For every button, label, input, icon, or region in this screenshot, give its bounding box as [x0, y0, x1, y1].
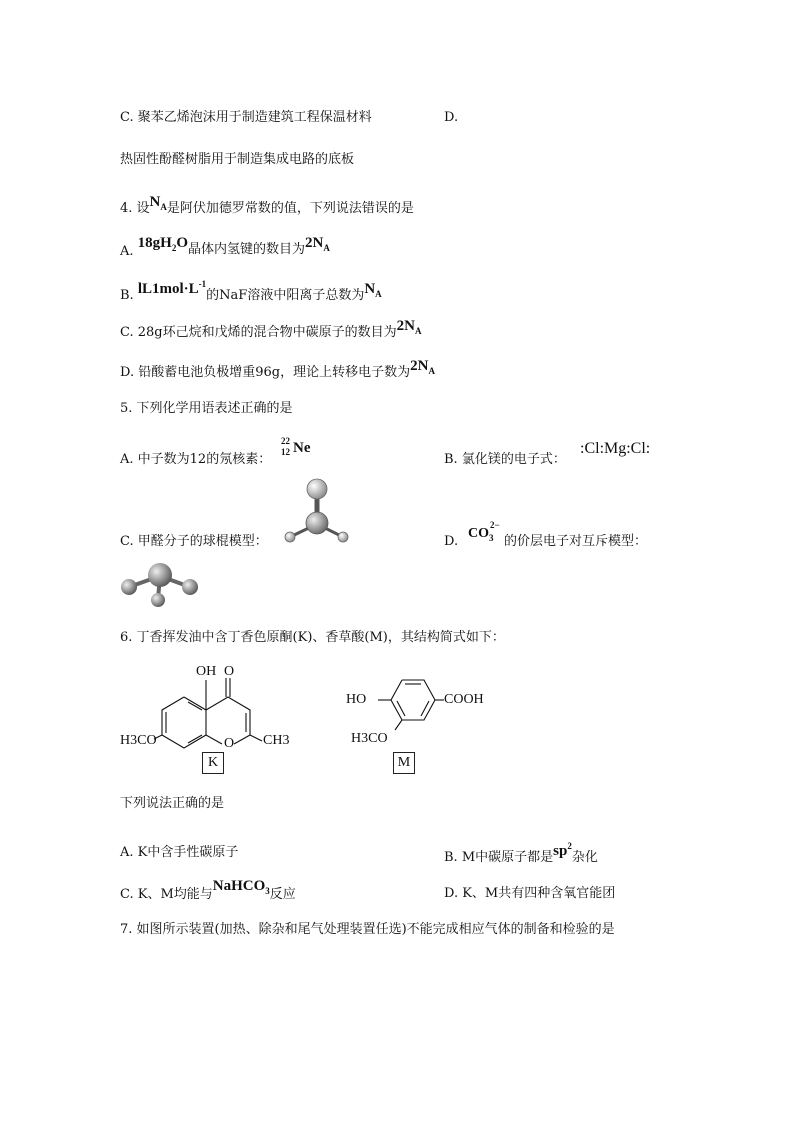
q5-option-d-label: D.	[444, 534, 459, 549]
q4-option-b: B. $lL1mol\cdot L^{-1}$的NaF溶液中阳离子总数为$N_A$	[120, 279, 382, 303]
carbonate-vsepr-model	[116, 560, 202, 610]
q3-option-d-text: 热固性酚醛树脂用于制造集成电路的底板	[120, 152, 355, 167]
q4-stem: 4. 设$N_A$是阿伏加德罗常数的值，下列说法错误的是	[120, 194, 414, 216]
q6-option-b: B. M中碳原子都是$sp^2$杂化	[444, 841, 598, 865]
q4-option-a: A. $18gH_2O$晶体内氢键的数目为$2N_A$	[120, 235, 330, 259]
m-methoxy-label: H3CO	[351, 731, 388, 746]
k-methyl-label: CH3	[263, 733, 290, 748]
q6-option-d: D. K、M共有四种含氧官能团	[444, 886, 616, 901]
q6-prompt: 下列说法正确的是	[120, 796, 225, 811]
q3-option-d-label: D.	[444, 110, 459, 125]
q5-stem: 5. 下列化学用语表述正确的是	[120, 401, 293, 416]
q6-option-a: A. K中含手性碳原子	[120, 845, 239, 860]
q4-option-c: C. 28g环己烷和戊烯的混合物中碳原子的数目为$2N_A$	[120, 318, 422, 340]
carbonate-ion: $CO_3$ 2−	[468, 520, 500, 543]
q5-option-c: C. 甲醛分子的球棍模型：	[120, 534, 268, 549]
m-cooh-label: COOH	[444, 692, 484, 707]
m-box-label: M	[393, 752, 415, 774]
q4-option-d: D. 铅酸蓄电池负极增重96g，理论上转移电子数为$2N_A$	[120, 358, 435, 380]
k-ring-o-label: O	[224, 736, 235, 751]
q7-stem: 7. 如图所示装置(加热、除杂和尾气处理装置任选)不能完成相应气体的制备和检验的是	[120, 922, 615, 937]
k-box-label: K	[202, 752, 224, 774]
formaldehyde-ball-stick-model	[280, 476, 350, 546]
m-ho-label: HO	[346, 692, 367, 707]
q6-stem: 6. 丁香挥发油中含丁香色原酮(K)、香草酸(M)，其结构简式如下：	[120, 630, 505, 645]
k-oh-label: OH	[196, 664, 217, 679]
q5-option-b: B. 氯化镁的电子式：	[444, 452, 566, 467]
q6-option-c: C. K、M均能与NaHCO$_3$反应	[120, 878, 296, 902]
q3-option-c: C. 聚苯乙烯泡沫用于制造建筑工程保温材料	[120, 110, 372, 125]
q5-option-d-text: 的价层电子对互斥模型：	[504, 534, 648, 549]
k-methoxy-label: H3CO	[120, 733, 157, 748]
neon-nuclide: 22 12 Ne	[281, 436, 311, 457]
q5-option-a: A. 中子数为12的氖核素：	[120, 452, 272, 467]
mgcl2-electron-formula: :Cl:Mg:Cl:	[580, 440, 651, 457]
k-keto-o-label: O	[224, 664, 235, 679]
